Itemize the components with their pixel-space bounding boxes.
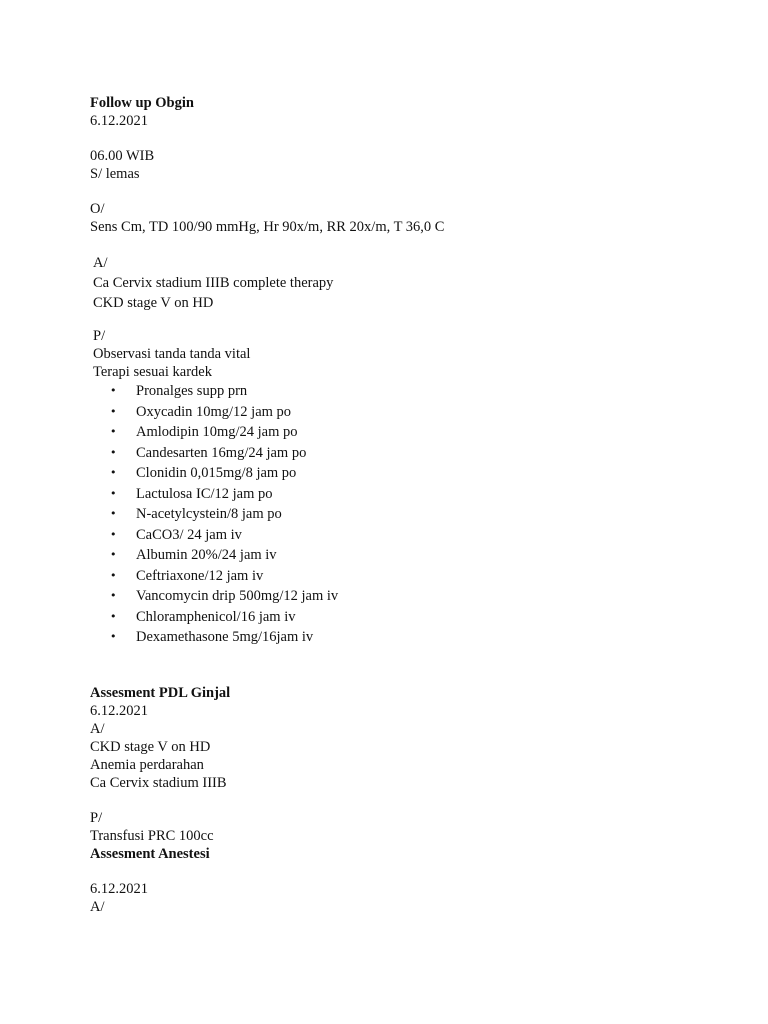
obgin-assessment-item: CKD stage V on HD	[93, 295, 214, 311]
medication-item	[90, 525, 730, 546]
medication-item	[90, 607, 730, 628]
medication-item	[90, 504, 730, 525]
bullet-icon: •	[110, 486, 117, 500]
medication-item	[90, 627, 730, 648]
medication-item	[90, 545, 730, 566]
medication-item	[90, 463, 730, 484]
bullet-icon: •	[110, 384, 117, 397]
medication-item	[90, 381, 730, 402]
obgin-title: Follow up Obgin	[90, 95, 194, 111]
medication-text: Ceftriaxone/12 jam iv	[136, 567, 264, 584]
bullet-icon: •	[110, 630, 117, 643]
pdl-ginjal-title: Assesment PDL Ginjal	[90, 684, 231, 701]
medication-text: Lactulosa IC/12 jam po	[136, 485, 273, 502]
bullet-icon: •	[110, 404, 117, 418]
bullet-icon: •	[110, 425, 117, 438]
bullet-icon: •	[110, 568, 117, 582]
obgin-time: 06.00 WIB	[90, 148, 155, 164]
obgin-objective-label: O/	[90, 201, 105, 217]
anestesi-date: 6.12.2021	[90, 880, 148, 897]
medication-text: Amlodipin 10mg/24 jam po	[136, 424, 298, 440]
pdl-ginjal-assessment-item: CKD stage V on HD	[90, 738, 211, 755]
pdl-ginjal-assessment-item: Anemia perdarahan	[90, 756, 204, 773]
pdl-ginjal-date: 6.12.2021	[90, 702, 148, 719]
medication-text: Vancomycin drip 500mg/12 jam iv	[136, 588, 339, 604]
medication-text: CaCO3/ 24 jam iv	[136, 526, 242, 543]
bullet-icon: •	[110, 527, 117, 541]
medication-item	[90, 443, 730, 464]
medication-text: N-acetylcystein/8 jam po	[136, 506, 282, 522]
anestesi-assessment-label: A/	[90, 898, 105, 915]
obgin-subjective: S/ lemas	[90, 166, 140, 182]
medication-item	[90, 566, 730, 587]
bullet-icon: •	[110, 609, 117, 623]
pdl-ginjal-assessment-label: A/	[90, 720, 105, 737]
medication-item	[90, 422, 730, 443]
obgin-plan-label: P/	[93, 328, 106, 344]
medication-item	[90, 586, 730, 607]
bullet-icon: •	[110, 466, 117, 479]
medication-item	[90, 484, 730, 505]
medication-item	[90, 402, 730, 423]
bullet-icon: •	[110, 548, 117, 561]
bullet-icon: •	[110, 507, 117, 520]
obgin-assessment-item: Ca Cervix stadium IIIB complete therapy	[93, 275, 334, 291]
obgin-objective: Sens Cm, TD 100/90 mmHg, Hr 90x/m, RR 20x/m, T 36,0 C	[90, 219, 445, 235]
medication-list	[90, 381, 730, 648]
medication-text: Oxycadin 10mg/12 jam po	[136, 403, 292, 420]
obgin-assessment-label: A/	[93, 255, 108, 271]
medication-text: Dexamethasone 5mg/16jam iv	[136, 629, 314, 645]
obgin-plan-item: Observasi tanda tanda vital	[93, 346, 251, 362]
obgin-plan-item: Terapi sesuai kardek	[93, 364, 212, 380]
document-page	[90, 94, 730, 916]
bullet-icon: •	[110, 589, 117, 602]
bullet-icon: •	[110, 445, 117, 459]
anestesi-title: Assesment Anestesi	[90, 845, 210, 862]
medication-text: Candesarten 16mg/24 jam po	[136, 444, 307, 461]
medication-text: Chloramphenicol/16 jam iv	[136, 608, 296, 625]
pdl-ginjal-plan-label: P/	[90, 809, 103, 826]
medication-text: Pronalges supp prn	[136, 383, 248, 399]
pdl-ginjal-assessment-item: Ca Cervix stadium IIIB	[90, 774, 227, 791]
medication-text: Albumin 20%/24 jam iv	[136, 547, 277, 563]
pdl-ginjal-plan: Transfusi PRC 100cc	[90, 827, 214, 844]
obgin-date: 6.12.2021	[90, 113, 148, 129]
medication-text: Clonidin 0,015mg/8 jam po	[136, 465, 297, 481]
